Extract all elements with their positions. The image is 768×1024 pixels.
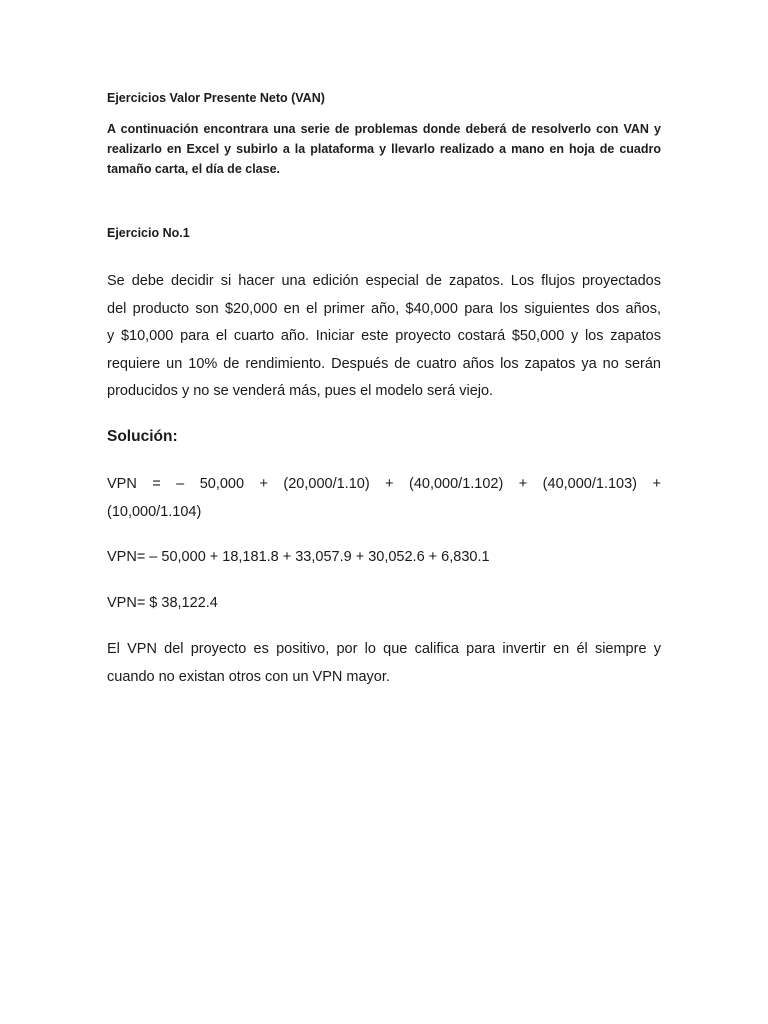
formula-token: + [518,476,528,492]
intro-paragraph [107,119,661,179]
formula-token: + [652,476,661,492]
intro-line: realizarlo en Excel y subirlo a la plataforma y llevarlo realizado a mano en hoja de cuadro [107,142,661,156]
vpn-result-line: VPN= $ 38,122.4 [107,595,218,611]
conclusion-paragraph [107,636,661,691]
problem-line: Se debe decidir si hacer una edición especial de zapatos. Los flujos proyectados [107,273,661,289]
solution-heading: Solución: [107,428,178,445]
problem-line: requiere un 10% de rendimiento. Después de cuatro años los zapatos ya no serán [107,355,661,372]
intro-line: A continuación encontrara una serie de problemas donde deberá de resolverlo con VAN y [107,122,661,136]
document-title: Ejercicios Valor Presente Neto (VAN) [107,91,325,105]
formula-token: (40,000/1.102) [409,476,504,492]
vpn-formula [107,471,661,526]
intro-line: tamaño carta, el día de clase. [107,162,280,176]
formula-token: + [385,476,394,492]
conclusion-line: El VPN del proyecto es positivo, por lo que califica para invertir en él siempre y [107,641,661,657]
problem-line: producidos y no se venderá más, pues el modelo será viejo. [107,383,494,399]
formula-token: = [152,476,161,492]
formula-token: + [259,476,268,492]
vpn-formula-line [107,471,661,499]
formula-token: (40,000/1.103) [542,476,637,492]
vpn-formula-line-2: (10,000/1.104) [107,503,202,520]
problem-line: del producto son $20,000 en el primer año, $40,000 para los siguientes dos años, [107,300,661,317]
problem-paragraph [107,268,661,406]
vpn-sum-line: VPN= – 50,000 + 18,181.8 + 33,057.9 + 30,052.6 + 6,830.1 [107,549,490,565]
formula-token: – [176,476,185,492]
conclusion-line: cuando no existan otros con un VPN mayor. [107,668,390,685]
formula-token: (20,000/1.10) [283,476,370,492]
formula-token: 50,000 [199,476,245,492]
problem-line: y $10,000 para el cuarto año. Iniciar este proyecto costará $50,000 y los zapatos [107,328,661,344]
formula-token: VPN [107,476,137,492]
exercise-heading: Ejercicio No.1 [107,226,190,240]
